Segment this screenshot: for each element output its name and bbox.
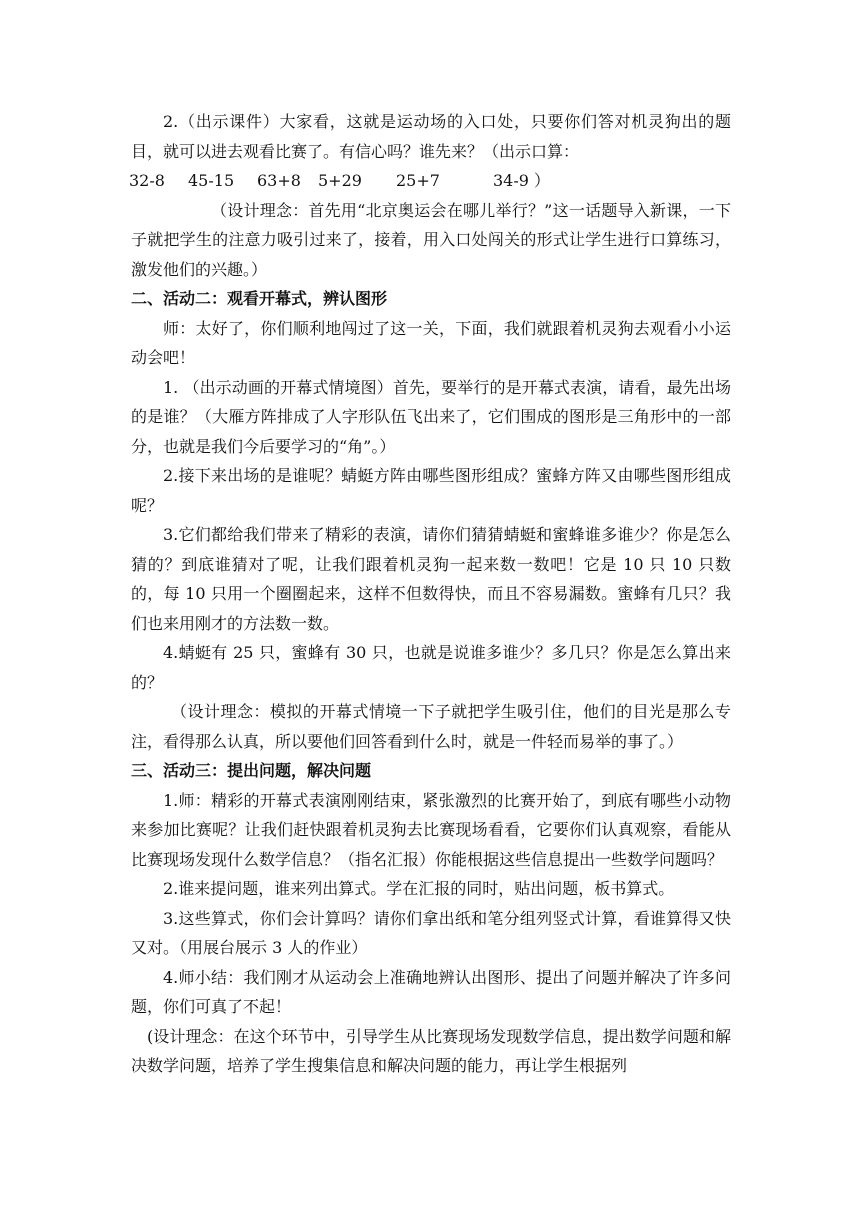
paragraph-problem-1: 1.师：精彩的开幕式表演刚刚结束，紧张激烈的比赛开始了，到底有哪些小动物来参加比赛呢？让我们赶快跟着机灵狗去比赛现场看看，它要你们认真观察，看能从比赛现场发现什么数学信息？（指名汇报）你能根据这些信息提出一些数学问题吗？ [131, 790, 731, 869]
paragraph-teacher: 师：太好了，你们顺利地闯过了这一关，下面，我们就跟着机灵狗去观看小小运动会吧！ [131, 318, 731, 367]
design-note-1: （设计理念：首先用“北京奥运会在哪儿举行？”这一话题导入新课，一下子就把学生的注意力吸引过来了，接着，用入口处闯关的形式让学生进行口算练习，激发他们的兴趣。） [131, 200, 731, 279]
paragraph-opening-3: 3.它们都给我们带来了精彩的表演，请你们猜猜蜻蜓和蜜蜂谁多谁少？你是怎么猜的？到底谁猜对了呢，让我们跟着机灵狗一起来数一数吧！它是 10 只 10 只数的，每 10 只用一个圈圈起来，这样不但数得快，而且不容易漏数。蜜蜂有几只？我们也来用刚才的方法数一数。 [131, 525, 731, 633]
paragraph-problem-4: 4.师小结：我们刚才从运动会上准确地辨认出图形、提出了问题并解决了许多问题，你们可真了不起！ [131, 967, 731, 1016]
calc-item: 25+7 [396, 171, 440, 190]
section-heading-3: 三、活动三：提出问题，解决问题 [131, 761, 372, 780]
paragraph-opening-2: 2.接下来出场的是谁呢？蜻蜓方阵由哪些图形组成？蜜蜂方阵又由哪些图形组成呢？ [131, 466, 731, 515]
section-heading-2: 二、活动二：观看开幕式，辨认图形 [131, 289, 388, 308]
design-note-3: (设计理念：在这个环节中，引导学生从比赛现场发现数学信息，提出数学问题和解决数学问题，培养了学生搜集信息和解决问题的能力，再让学生根据列 [131, 1026, 731, 1075]
paragraph-problem-2: 2.谁来提问题，谁来列出算式。学在汇报的同时，贴出问题，板书算式。 [163, 879, 675, 898]
document-body [131, 107, 731, 1081]
paragraph-opening-4: 4.蜻蜓有 25 只，蜜蜂有 30 只，也就是说谁多谁少？多几只？你是怎么算出来的？ [131, 643, 731, 692]
paragraph-entrance: 2.（出示课件）大家看，这就是运动场的入口处，只要你们答对机灵狗出的题目，就可以进去观看比赛了。有信心吗？谁先来？（出示口算： [131, 112, 731, 161]
design-note-2: （设计理念：模拟的开幕式情境一下子就把学生吸引住，他们的目光是那么专注，看得那么认真，所以要他们回答看到什么时，就是一件轻而易举的事了。） [131, 702, 731, 751]
calc-item: 45-15 [188, 171, 235, 190]
calc-item: 63+8 [257, 171, 301, 190]
oral-calculation-list [129, 166, 731, 196]
paragraph-problem-3: 3.这些算式，你们会计算吗？请你们拿出纸和笔分组列竖式计算，看谁算得又快又对。（用展台展示 3 人的作业） [131, 908, 731, 957]
calc-item: 34-9 ） [493, 171, 551, 190]
calc-item: 5+29 [318, 171, 362, 190]
calc-item: 32-8 [129, 171, 165, 190]
paragraph-opening-1: 1. （出示动画的开幕式情境图）首先，要举行的是开幕式表演，请看，最先出场的是谁？（大雁方阵排成了人字形队伍飞出来了，它们围成的图形是三角形中的一部分，也就是我们今后要学习的“角”。） [131, 377, 731, 456]
